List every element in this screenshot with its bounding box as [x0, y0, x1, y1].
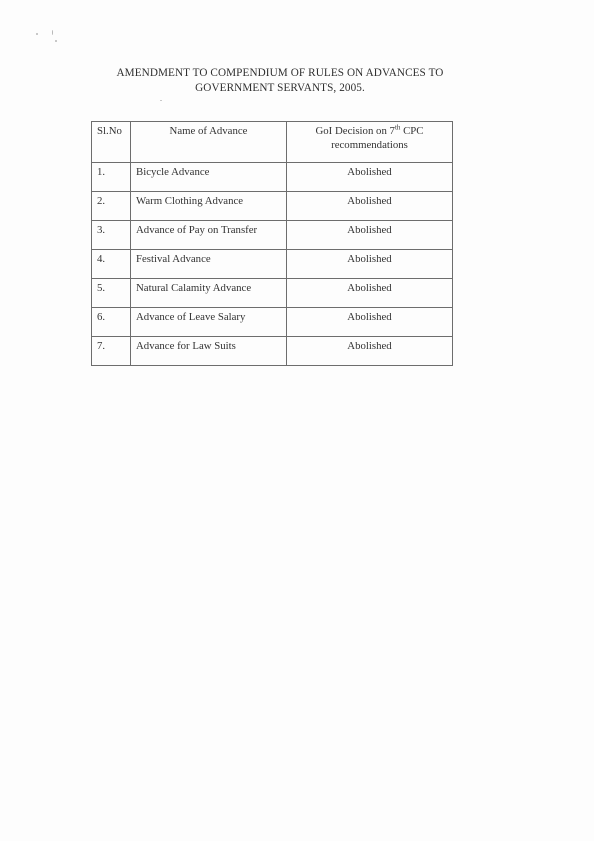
- header-decision-line2: recommendations: [331, 139, 408, 151]
- table-row: [92, 337, 453, 366]
- advances-table: [91, 121, 453, 366]
- row-advance-name: Bicycle Advance: [131, 163, 287, 192]
- scan-speck: [36, 33, 38, 35]
- scan-speck: [160, 100, 162, 101]
- header-decision-prefix: GoI Decision on 7: [315, 125, 395, 137]
- header-sl-no-label: Sl.No: [97, 125, 122, 137]
- row-advance-name: Festival Advance: [131, 250, 287, 279]
- row-sl-no: 3.: [92, 221, 131, 250]
- row-decision: Abolished: [287, 192, 453, 221]
- table-row: [92, 250, 453, 279]
- header-decision-superscript: th: [394, 123, 401, 132]
- header-sl-no: [92, 122, 131, 163]
- row-sl-no: 7.: [92, 337, 131, 366]
- row-sl-no: 6.: [92, 308, 131, 337]
- row-sl-no: 2.: [92, 192, 131, 221]
- scan-speck: [55, 40, 57, 42]
- header-decision-suffix: CPC: [400, 125, 424, 137]
- scan-speck: [52, 30, 53, 35]
- row-decision: Abolished: [287, 337, 453, 366]
- row-advance-name: Warm Clothing Advance: [131, 192, 287, 221]
- title-line-1: AMENDMENT TO COMPENDIUM OF RULES ON ADVANCES TO: [116, 67, 444, 79]
- row-decision: Abolished: [287, 250, 453, 279]
- row-sl-no: 4.: [92, 250, 131, 279]
- table-header-row: [92, 122, 453, 163]
- row-decision: Abolished: [287, 308, 453, 337]
- row-decision: Abolished: [287, 279, 453, 308]
- row-advance-name: Advance for Law Suits: [131, 337, 287, 366]
- row-advance-name: Natural Calamity Advance: [131, 279, 287, 308]
- row-decision: Abolished: [287, 163, 453, 192]
- document-title: [60, 66, 500, 96]
- table-row: [92, 279, 453, 308]
- row-advance-name: Advance of Leave Salary: [131, 308, 287, 337]
- row-decision: Abolished: [287, 221, 453, 250]
- table-row: [92, 308, 453, 337]
- header-name-label: Name of Advance: [169, 125, 248, 137]
- title-line-2: GOVERNMENT SERVANTS, 2005.: [195, 82, 365, 94]
- row-sl-no: 1.: [92, 163, 131, 192]
- table-row: [92, 221, 453, 250]
- header-goi-decision: [287, 122, 453, 163]
- row-advance-name: Advance of Pay on Transfer: [131, 221, 287, 250]
- header-name-of-advance: [131, 122, 287, 163]
- table-row: [92, 192, 453, 221]
- row-sl-no: 5.: [92, 279, 131, 308]
- table-row: [92, 163, 453, 192]
